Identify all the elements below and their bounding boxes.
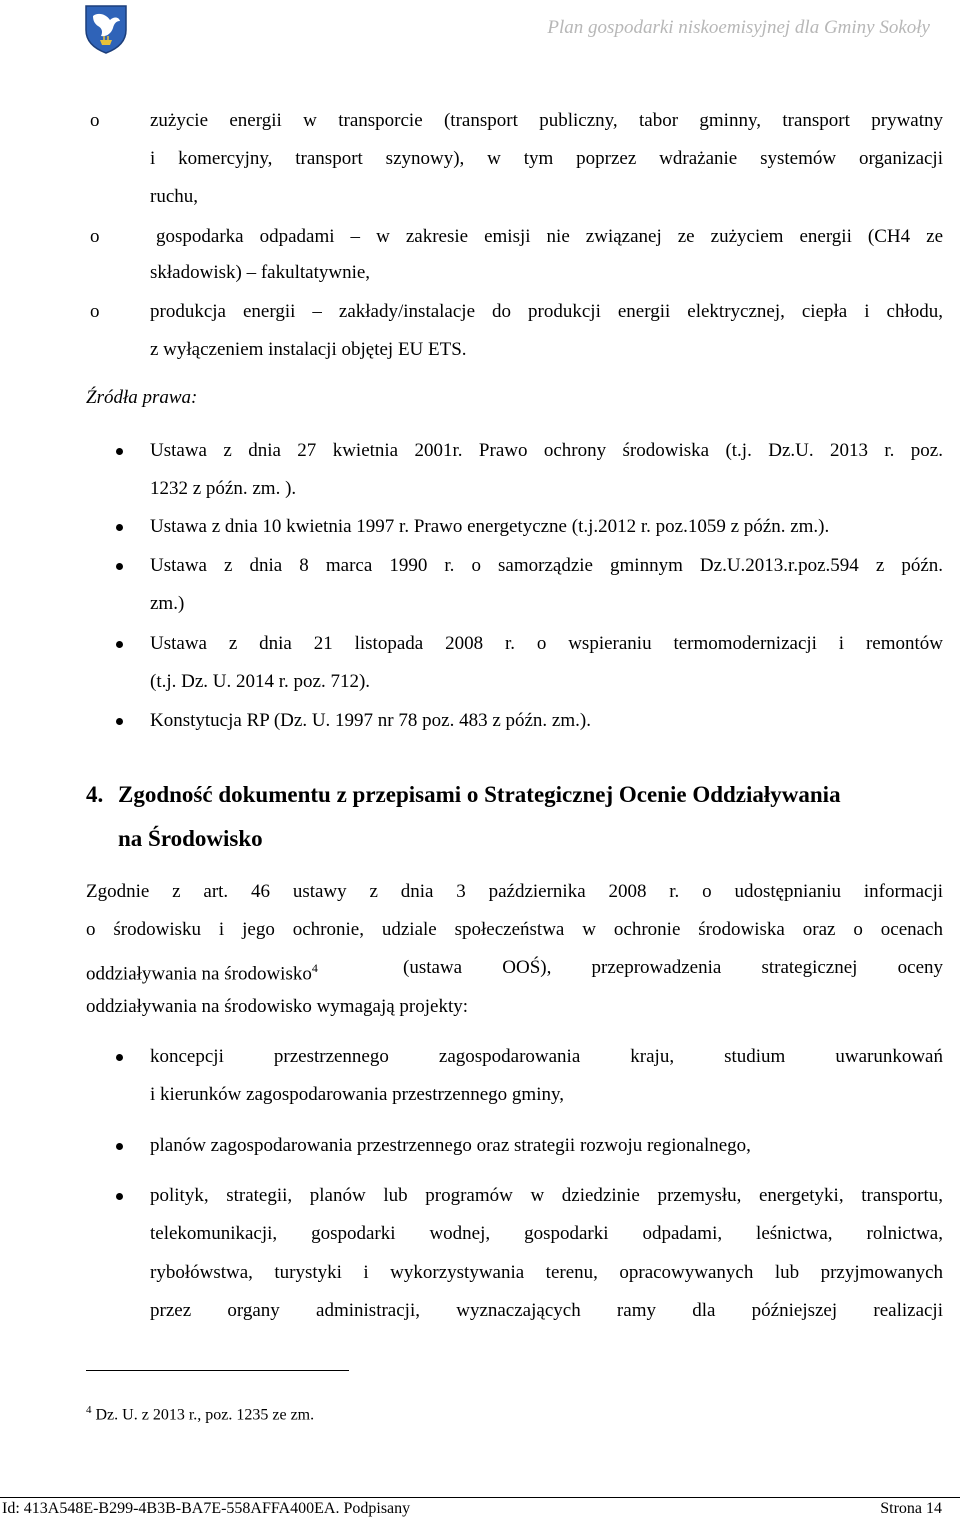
- list-bullet: o: [90, 110, 100, 131]
- list-item-line: koncepcji przestrzennego zagospodarowania kraju, studium uwarunkowań: [150, 1046, 943, 1067]
- footnote-separator: [86, 1370, 349, 1371]
- list-bullet: o: [90, 226, 100, 247]
- footer-separator: [0, 1497, 960, 1498]
- list-item-line: 1232 z późn. zm. ).: [150, 478, 297, 499]
- list-item-line: ruchu,: [150, 186, 199, 207]
- footnote-number: 4: [86, 1404, 92, 1416]
- section-number: 4.: [86, 782, 104, 807]
- list-item-line: przez organy administracji, wyznaczających ramy dla późniejszej realizacji: [150, 1300, 943, 1321]
- list-item-line: planów zagospodarowania przestrzennego oraz strategii rozwoju regionalnego,: [150, 1135, 751, 1156]
- footnote-text: Dz. U. z 2013 r., poz. 1235 ze zm.: [95, 1406, 315, 1424]
- paragraph-line: (ustawa OOŚ), przeprowadzenia strategicznej oceny: [403, 957, 943, 978]
- footnote: [86, 1404, 314, 1424]
- list-item-line: Ustawa z dnia 10 kwietnia 1997 r. Prawo energetyczne (t.j.2012 r. poz.1059 z późn. zm.).: [150, 516, 830, 537]
- list-item-line: Ustawa z dnia 27 kwietnia 2001r. Prawo ochrony środowiska (t.j. Dz.U. 2013 r. poz.: [150, 440, 943, 461]
- paragraph-line: Zgodnie z art. 46 ustawy z dnia 3 października 2008 r. o udostępnianiu informacji: [86, 881, 943, 902]
- section-title-continued: na Środowisko: [118, 826, 263, 851]
- bullet-dot-icon: [116, 718, 123, 725]
- list-item-line: z wyłączeniem instalacji objętej EU ETS.: [150, 339, 467, 360]
- paragraph-text: oddziaływania na środowisko: [86, 963, 312, 985]
- list-item-line: gospodarka odpadami – w zakresie emisji nie związanej ze zużyciem energii (CH4 ze: [156, 226, 943, 247]
- page-number: Strona 14: [880, 1500, 942, 1517]
- bullet-dot-icon: [116, 1054, 123, 1061]
- document-id: Id: 413A548E-B299-4B3B-BA7E-558AFFA400EA. Podpisany: [2, 1500, 411, 1517]
- list-item-line: zm.): [150, 593, 185, 614]
- list-item-line: składowisk) – fakultatywnie,: [150, 262, 371, 283]
- paragraph-line: [86, 956, 318, 986]
- list-item-line: telekomunikacji, gospodarki wodnej, gospodarki odpadami, leśnictwa, rolnictwa,: [150, 1223, 943, 1244]
- list-item-line: i kierunków zagospodarowania przestrzennego gminy,: [150, 1084, 564, 1105]
- bullet-dot-icon: [116, 1193, 123, 1200]
- list-item-line: Konstytucja RP (Dz. U. 1997 nr 78 poz. 483 z późn. zm.).: [150, 710, 591, 731]
- list-item-line: Ustawa z dnia 8 marca 1990 r. o samorządzie gminnym Dz.U.2013.r.poz.594 z późn.: [150, 555, 943, 576]
- list-item-line: i komercyjny, transport szynowy), w tym poprzez wdrażanie systemów organizacji: [150, 148, 943, 169]
- section-title: Zgodność dokumentu z przepisami o Strategicznej Ocenie Oddziaływania: [118, 782, 841, 807]
- paragraph-line: oddziaływania na środowisko wymagają projekty:: [86, 996, 469, 1017]
- bullet-dot-icon: [116, 448, 123, 455]
- paragraph-line: o środowisku i jego ochronie, udziale społeczeństwa w ochronie środowiska oraz o ocenach: [86, 919, 943, 940]
- list-item-line: produkcja energii – zakłady/instalacje do produkcji energii elektrycznej, ciepła i chłodu,: [150, 301, 943, 322]
- list-item-line: (t.j. Dz. U. 2014 r. poz. 712).: [150, 671, 371, 692]
- bullet-dot-icon: [116, 524, 123, 531]
- list-item-line: polityk, strategii, planów lub programów w dziedzinie przemysłu, energetyki, transportu,: [150, 1185, 943, 1206]
- bullet-dot-icon: [116, 641, 123, 648]
- bullet-dot-icon: [116, 1143, 123, 1150]
- list-item-line: Ustawa z dnia 21 listopada 2008 r. o wspieraniu termomodernizacji i remontów: [150, 633, 943, 654]
- footnote-reference: 4: [311, 961, 318, 975]
- bullet-dot-icon: [116, 563, 123, 570]
- coat-of-arms-icon: [84, 4, 128, 54]
- list-bullet: o: [90, 301, 100, 322]
- list-item-line: rybołówstwa, turystyki i wykorzystywania terenu, opracowywanych lub przyjmowanych: [150, 1262, 943, 1283]
- document-title: Plan gospodarki niskoemisyjnej dla Gminy Sokoły: [547, 17, 930, 38]
- list-item-line: zużycie energii w transporcie (transport publiczny, tabor gminny, transport prywatny: [150, 110, 943, 131]
- sources-heading: Źródła prawa:: [86, 387, 198, 408]
- page-header: [0, 0, 960, 60]
